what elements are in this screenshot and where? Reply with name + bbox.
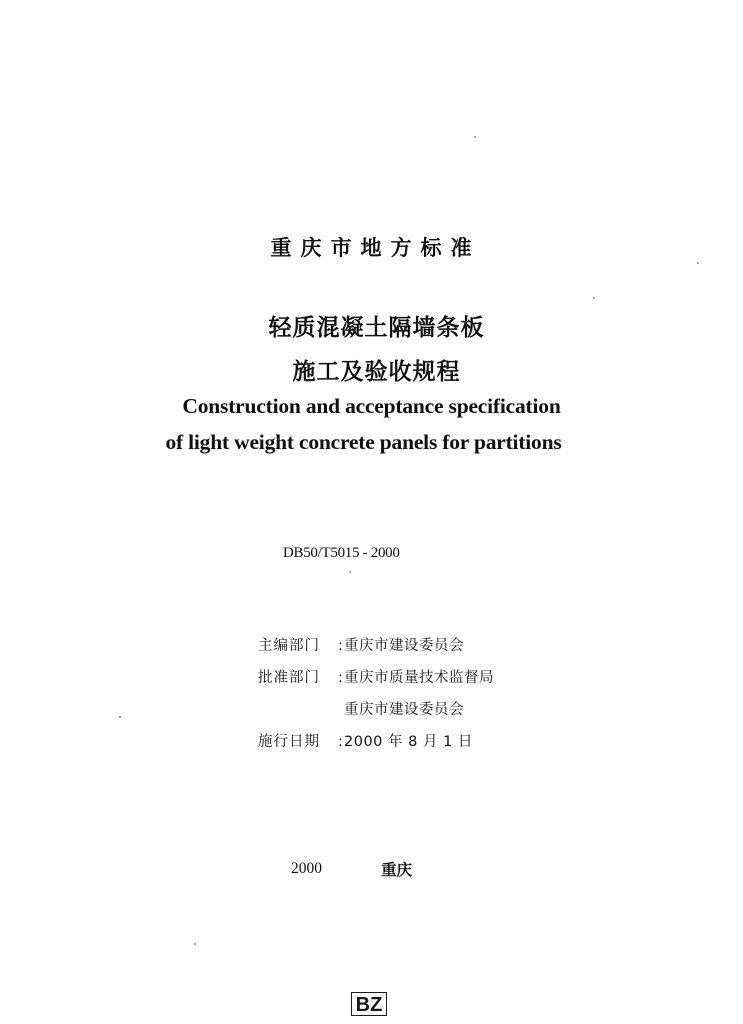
approval-department-value-1: 重庆市质量技术监督局 <box>344 670 494 686</box>
scan-speck <box>697 262 699 264</box>
effective-date-value: 2000 年 8 月 1 日 <box>344 734 473 750</box>
editor-department-label: 主编部门 <box>258 638 320 654</box>
bz-logo-icon <box>351 992 387 1016</box>
scan-speck <box>194 943 196 945</box>
scan-speck <box>593 297 595 299</box>
scan-speck <box>349 571 351 573</box>
english-title-line-1: Construction and acceptance specification <box>182 394 561 418</box>
approval-department-value-2: 重庆市建设委员会 <box>344 702 464 718</box>
standard-number: DB50/T5015 - 2000 <box>283 545 400 561</box>
publication-city: 重庆 <box>381 861 413 879</box>
approval-department-label: 批准部门 <box>258 670 320 686</box>
scan-speck <box>474 136 476 138</box>
publication-info <box>258 635 494 763</box>
editor-department-value: 重庆市建设委员会 <box>344 638 464 654</box>
label-separator: : <box>338 638 343 654</box>
scan-speck <box>119 716 121 718</box>
label-separator: : <box>338 670 343 686</box>
approval-department-row <box>258 667 494 699</box>
effective-date-row <box>258 731 494 763</box>
logo-text: BZ <box>355 994 383 1016</box>
label-separator: : <box>338 734 343 750</box>
chinese-title-line-2: 施工及验收规程 <box>292 359 461 385</box>
issuing-authority: 重庆市地方标准 <box>270 236 481 260</box>
editor-department-row <box>258 635 494 667</box>
chinese-title-line-1: 轻质混凝土隔墙条板 <box>268 315 485 341</box>
publication-year: 2000 <box>291 860 322 877</box>
effective-date-label: 施行日期 <box>258 734 320 750</box>
approval-department-row-2 <box>258 699 494 731</box>
english-title-line-2: of light weight concrete panels for partitions <box>165 430 562 454</box>
